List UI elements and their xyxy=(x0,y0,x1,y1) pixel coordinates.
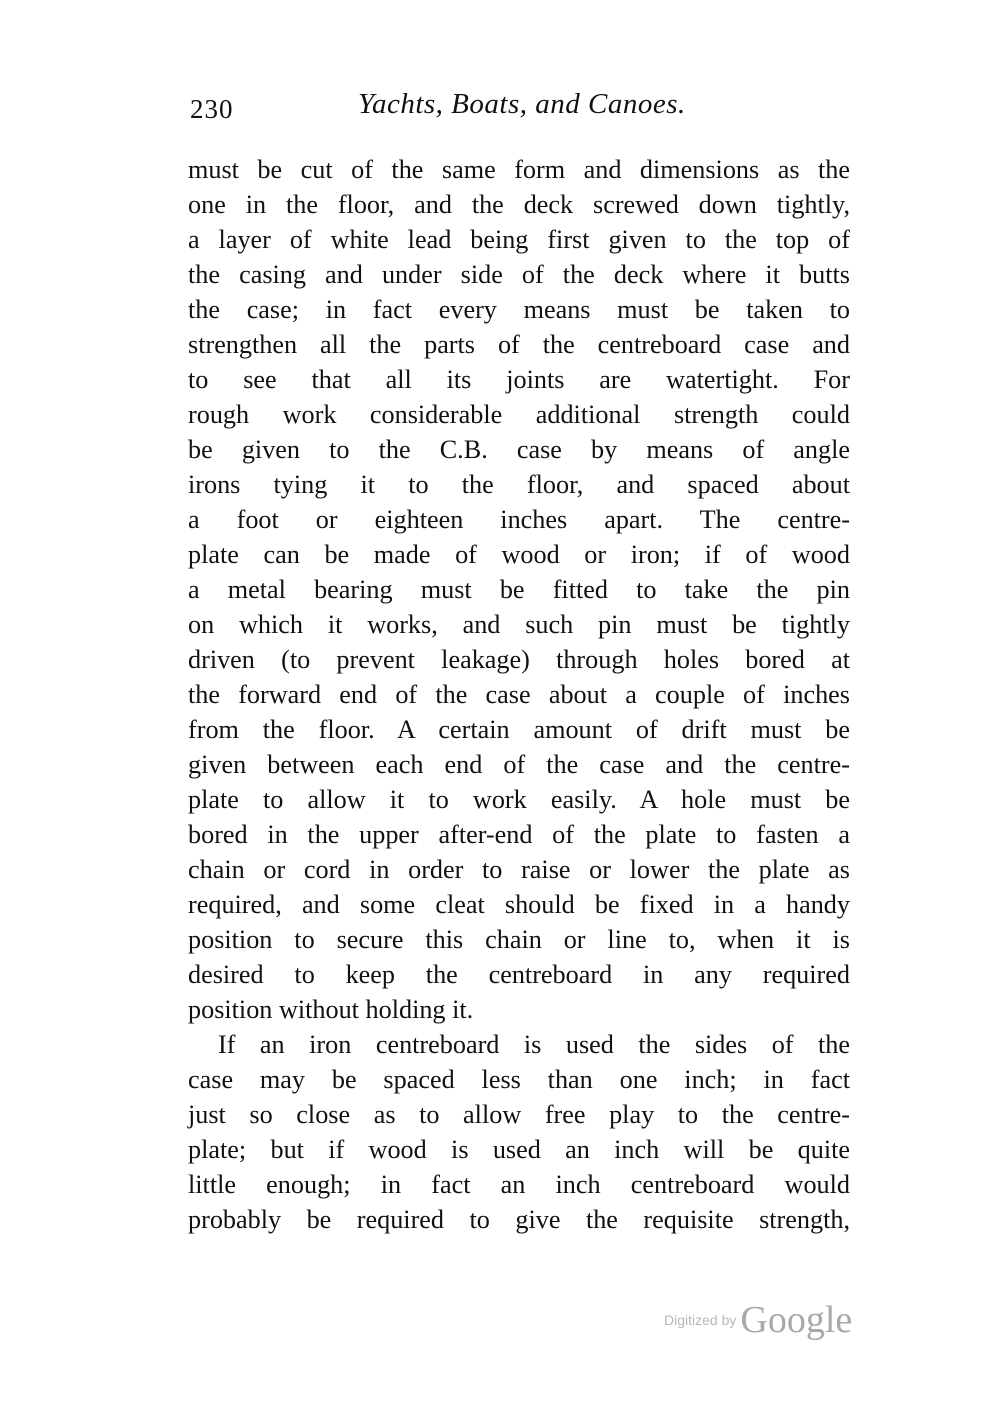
text-line: to see that all its joints are watertight. For xyxy=(188,365,850,394)
running-head xyxy=(190,88,850,132)
text-line: case may be spaced less than one inch; in fact xyxy=(188,1065,850,1094)
text-line: the casing and under side of the deck where it butts xyxy=(188,260,850,289)
text-line: the case; in fact every means must be taken to xyxy=(188,295,850,324)
text-line: a metal bearing must be fitted to take the pin xyxy=(188,575,850,604)
text-line: on which it works, and such pin must be tightly xyxy=(188,610,850,639)
paragraph-2 xyxy=(188,1027,850,1237)
digitized-watermark xyxy=(664,1298,864,1348)
text-line: plate; but if wood is used an inch will be quite xyxy=(188,1135,850,1164)
body-text xyxy=(188,152,850,1237)
text-line: position to secure this chain or line to, when it is xyxy=(188,925,850,954)
text-line: little enough; in fact an inch centreboard would xyxy=(188,1170,850,1199)
text-line: plate to allow it to work easily. A hole must be xyxy=(188,785,850,814)
digitized-by-label: Digitized by xyxy=(664,1312,737,1328)
text-line: rough work considerable additional strength could xyxy=(188,400,850,429)
text-line: position without holding it. xyxy=(188,995,474,1024)
text-line: driven (to prevent leakage) through holes bored at xyxy=(188,645,850,674)
text-line: desired to keep the centreboard in any required xyxy=(188,960,850,989)
text-line: one in the floor, and the deck screwed down tightly, xyxy=(188,190,850,219)
page-number: 230 xyxy=(190,94,234,124)
text-line: bored in the upper after-end of the plate to fasten a xyxy=(188,820,850,849)
text-line: plate can be made of wood or iron; if of wood xyxy=(188,540,850,569)
text-line: given between each end of the case and the centre- xyxy=(188,750,850,779)
text-line: irons tying it to the floor, and spaced about xyxy=(188,470,850,499)
text-line: just so close as to allow free play to the centre- xyxy=(188,1100,850,1129)
text-line: If an iron centreboard is used the sides of the xyxy=(218,1030,850,1059)
text-line: required, and some cleat should be fixed in a handy xyxy=(188,890,850,919)
text-line: be given to the C.B. case by means of angle xyxy=(188,435,850,464)
text-line: must be cut of the same form and dimensions as the xyxy=(188,155,850,184)
text-line: a layer of white lead being first given to the top of xyxy=(188,225,850,254)
running-title: Yachts, Boats, and Canoes. xyxy=(358,88,686,120)
text-line: chain or cord in order to raise or lower the plate as xyxy=(188,855,850,884)
text-line: the forward end of the case about a couple of inches xyxy=(188,680,850,709)
paragraph-1 xyxy=(188,152,850,1027)
google-logo: Google xyxy=(740,1299,853,1341)
text-line: probably be required to give the requisite strength, xyxy=(188,1205,850,1234)
text-line: a foot or eighteen inches apart. The centre- xyxy=(188,505,850,534)
text-line: strengthen all the parts of the centreboard case and xyxy=(188,330,850,359)
text-line: from the floor. A certain amount of drift must be xyxy=(188,715,850,744)
